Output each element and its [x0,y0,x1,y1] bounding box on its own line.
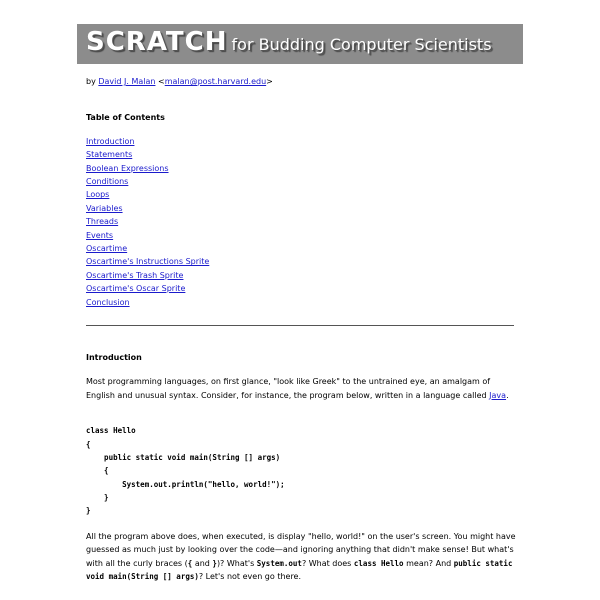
code-line: { [86,439,91,449]
p2-text: mean? And [403,558,454,568]
toc-item [86,215,516,228]
banner-logo [86,27,492,57]
toc-item [86,202,516,215]
banner-subtitle: for Budding Computer Scientists [231,35,492,54]
p2-text: and [192,558,213,568]
author-link[interactable]: David J. Malan [98,77,156,86]
toc-item [86,188,516,201]
main-content [86,70,516,583]
toc-link-conditions[interactable]: Conditions [86,176,129,186]
header-banner [77,24,523,64]
code-block [86,424,516,518]
p2-text: All the program above does, when executed, is display "hello, world!" on the user's screen. You might have guessed as much just by looking over the code—and ignoring anything that didn't make sense! But what's with all the curly braces ( [86,531,516,568]
code-line: public static void main(String [] args) [86,452,281,462]
p2-text: ? What does [301,558,354,568]
toc-item [86,135,516,148]
toc-item [86,162,516,175]
banner-title: SCRATCH [86,27,228,57]
toc-item [86,282,516,295]
p2-code: } [212,558,217,568]
table-of-contents [86,135,516,309]
toc-item [86,242,516,255]
toc-item [86,269,516,282]
intro-p1-end: . [506,390,509,400]
p2-code: class Hello [353,558,404,568]
toc-link-introduction[interactable]: Introduction [86,136,135,146]
toc-link-oscartime[interactable]: Oscartime [86,243,128,253]
p2-code: { [187,558,193,568]
byline-prefix: by [86,77,96,86]
email-link[interactable]: malan@post.harvard.edu [164,77,267,86]
code-line: } [86,493,109,503]
toc-link-conclusion[interactable]: Conclusion [86,297,130,307]
java-link[interactable]: Java [489,390,507,400]
code-line: } [86,506,91,516]
code-line: System.out.println("hello, world!"); [86,479,285,489]
intro-paragraph-2 [86,530,516,584]
toc-link-loops[interactable]: Loops [86,190,110,200]
code-line: class Hello [86,426,136,436]
toc-heading: Table of Contents [86,113,165,123]
toc-item [86,296,516,309]
code-line: { [86,466,109,476]
toc-link-oscar-sprite[interactable]: Oscartime's Oscar Sprite [86,284,186,294]
intro-paragraph-1 [86,375,516,402]
toc-item [86,229,516,242]
intro-p1-text: Most programming languages, on first glance, "look like Greek" to the untrained eye, an amalgam of English and unusual syntax. Consider, for instance, the program below, written in a language called [86,377,491,400]
toc-link-statements[interactable]: Statements [86,150,133,160]
p2-code: System.out [256,558,302,568]
toc-link-trash-sprite[interactable]: Oscartime's Trash Sprite [86,270,184,280]
toc-link-variables[interactable]: Variables [86,203,123,213]
toc-item [86,255,516,268]
toc-link-events[interactable]: Events [86,230,114,240]
byline: by David J. Malan <malan@post.harvard.edu> [86,77,273,86]
toc-link-boolean-expressions[interactable]: Boolean Expressions [86,163,169,173]
toc-item [86,175,516,188]
p2-text: )? What's [216,558,257,568]
p2-code: public static void main(String [] args) [86,558,513,582]
toc-item [86,148,516,161]
section-divider [86,325,514,326]
toc-link-instructions-sprite[interactable]: Oscartime's Instructions Sprite [86,257,210,267]
section-heading-introduction: Introduction [86,352,142,362]
p2-text: ? Let's not even go there. [198,572,302,582]
toc-link-threads[interactable]: Threads [86,217,119,227]
